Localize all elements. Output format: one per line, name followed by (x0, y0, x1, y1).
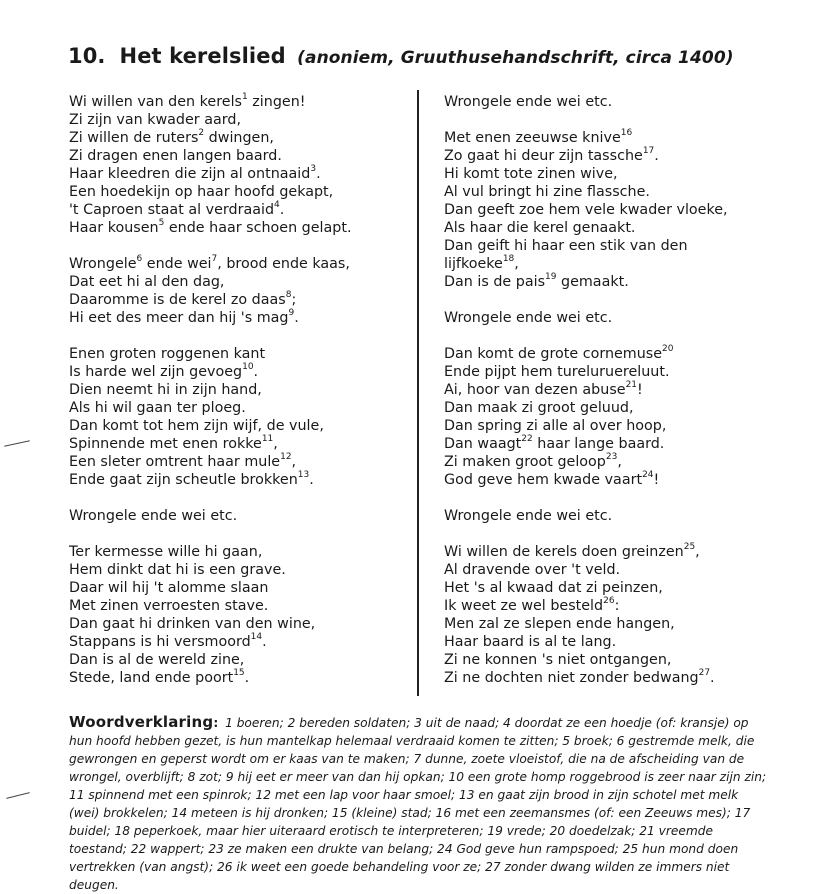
footnote-ref: 3 (310, 164, 317, 175)
verse-text: Al vul bringt hi zine flassche. (444, 184, 650, 200)
verse-text-tail: , (514, 256, 519, 272)
verse-text: Als hi wil gaan ter ploeg. (69, 400, 246, 416)
verse-line (69, 435, 404, 453)
stanza-break (69, 327, 404, 345)
title-subtitle: (anoniem, Gruuthusehandschrift, circa 1400) (297, 48, 734, 68)
verse-text: Een hoedekijn op haar hoofd gekapt, (69, 184, 334, 200)
verse-line (69, 147, 404, 165)
verse-text: Dan gaat hi drinken van den wine, (69, 616, 316, 632)
verse-line (444, 129, 784, 147)
verse-line (69, 255, 404, 273)
verse-text: Zi ne dochten niet zonder bedwang (444, 670, 699, 686)
verse-line (444, 471, 784, 489)
verse-text: Zi willen de ruters (69, 130, 199, 146)
verse-text-tail: . (710, 670, 715, 686)
verse-text-tail: . (309, 472, 314, 488)
verse-line (69, 309, 404, 327)
verse-line (69, 633, 404, 651)
footnote-ref: 21 (625, 380, 638, 391)
footnote-ref: 24 (642, 470, 654, 481)
verse-line (444, 219, 784, 237)
verse-text: Dan komt tot hem zijn wijf, de vule, (69, 418, 324, 434)
verse-line (444, 363, 784, 381)
verse-text: Hi eet des meer dan hij 's mag (69, 310, 289, 326)
footnote-ref: 23 (605, 452, 618, 463)
verse-text-tail: . (244, 670, 250, 686)
verse-line (69, 615, 404, 633)
verse-line (444, 543, 784, 561)
margin-scan-mark (4, 440, 30, 446)
verse-line (69, 165, 404, 183)
verse-text: Is harde wel zijn gevoeg (69, 364, 243, 380)
verse-line (444, 435, 784, 453)
verse-text-tail: , (617, 454, 622, 470)
verse-text: Dan geeft zoe hem vele kwader vloeke, (444, 202, 728, 218)
document-title (68, 44, 734, 68)
verse-text-tail: , (291, 454, 297, 470)
verse-text: Dan is de pais (444, 274, 546, 290)
verse-text: Zi ne konnen 's niet ontgangen, (444, 652, 672, 668)
footnote-ref: 1 (242, 92, 248, 103)
footnote-ref: 9 (288, 308, 295, 319)
verse-line (69, 93, 404, 111)
verse-text: Spinnende met enen rokke (69, 436, 262, 452)
footnote-ref: 15 (233, 668, 245, 679)
poem-right-column (444, 93, 784, 687)
verse-text: Enen groten roggenen kant (69, 346, 266, 362)
verse-text: Ende gaat zijn scheutle brokken (69, 472, 298, 488)
verse-text: Haar kousen (69, 220, 159, 236)
verse-line (69, 291, 404, 309)
verse-text-tail: zingen! (247, 94, 306, 110)
footnote-ref: 20 (662, 344, 674, 355)
verse-line (69, 183, 404, 201)
footnote-ref: 22 (521, 434, 533, 445)
verse-line (69, 597, 404, 615)
verse-text: God geve hem kwade vaart (444, 472, 643, 488)
verse-line (444, 345, 784, 363)
verse-line (69, 201, 404, 219)
verse-line (69, 381, 404, 399)
footnote-ref: 19 (545, 272, 557, 283)
footnote-ref: 14 (250, 632, 263, 643)
verse-text: 't Caproen staat al verdraaid (69, 202, 275, 218)
verse-text-tail: , (695, 544, 700, 560)
verse-text: Ter kermesse wille hi gaan, (69, 544, 263, 560)
verse-text-tail: dwingen, (204, 130, 274, 146)
footnote-ref: 13 (297, 470, 310, 481)
verse-line (444, 579, 784, 597)
glossary-text: 1 boeren; 2 bereden soldaten; 3 uit de naad; 4 doordat ze een hoedje (of: kransje) op hun hoofd hebben gezet, is hun mantelkap helemaal verdraaid komen te zitten; 5 broek; 6 gestremde melk, die gewrongen en geperst wordt om er kaas van te maken; 7 dunne, zoete vloeistof, die na de afscheiding van de wrongel, overblijft; 8 zot; 9 hij eet er meer van dan hij opkan; 10 een grote homp roggebrood is zeer naar zijn zin; 11 spinnend met een spinrok; 12 met een lap voor haar smoel; 13 en gaat zijn brood in zijn schotel met melk (wei) brokkelen; 14 meteen is hij dronken; 15 (kleine) stad; 16 met een zeemansmes (of: een Zeeuws mes); 17 buidel; 18 peperkoek, maar hier uiteraard erotisch te interpreteren; 19 vrede; 20 doedelzak; 21 vreemde toestand; 22 wappert; 23 ze maken een drukte van belang; 24 God geve hun rampspoed; 25 hun mond doen vertrekken (van angst); 26 ik weet een goede behandeling voor ze; 27 zonder dwang wilden ze immers niet deugen. (69, 716, 767, 892)
footnote-ref: 7 (211, 254, 218, 265)
verse-line (69, 543, 404, 561)
verse-text: Wrongele ende wei etc. (444, 310, 613, 326)
verse-line (69, 363, 404, 381)
title-number: 10. (68, 44, 106, 68)
verse-text-tail: . (253, 364, 259, 380)
verse-text: Daaromme is de kerel zo daas (69, 292, 286, 308)
verse-text: Zi maken groot geloop (444, 454, 606, 470)
verse-text: Met zinen verroesten stave. (69, 598, 269, 614)
verse-text: Wrongele ende wei etc. (444, 94, 613, 110)
verse-text-tail: . (654, 148, 659, 164)
verse-line (444, 93, 784, 111)
verse-text-tail: ende haar schoen gelapt. (164, 220, 352, 236)
verse-line (444, 201, 784, 219)
footnote-ref: 6 (136, 254, 143, 265)
verse-line (69, 273, 404, 291)
verse-text: Ende pijpt hem tureluruereluut. (444, 364, 670, 380)
verse-text: Het 's al kwaad dat zi peinzen, (444, 580, 663, 596)
glossary-heading: Woordverklaring (69, 713, 214, 731)
verse-text: Ik weet ze wel besteld (444, 598, 604, 614)
verse-text: Zi dragen enen langen baard. (69, 148, 282, 164)
verse-text-tail: . (294, 310, 299, 326)
verse-line (444, 147, 784, 165)
footnote-ref: 16 (620, 128, 633, 139)
verse-line (444, 417, 784, 435)
footnote-ref: 26 (603, 596, 615, 607)
verse-text: Dan waagt (444, 436, 522, 452)
footnote-ref: 27 (698, 668, 711, 679)
verse-text: Stappans is hi versmoord (69, 634, 251, 650)
verse-text: Men zal ze slepen ende hangen, (444, 616, 675, 632)
verse-line (444, 453, 784, 471)
verse-line (69, 219, 404, 237)
verse-text-tail: . (316, 166, 321, 182)
verse-text: Dan maak zi groot geluud, (444, 400, 634, 416)
footnote-ref: 12 (280, 452, 292, 463)
verse-line (444, 273, 784, 291)
verse-line (444, 309, 784, 327)
verse-line (444, 237, 784, 255)
verse-text: Daar wil hij 't alomme slaan (69, 580, 269, 596)
glossary-colon: : (213, 716, 219, 730)
footnote-ref: 17 (642, 146, 655, 157)
verse-text-tail: : (614, 598, 620, 614)
stanza-break (444, 327, 784, 345)
verse-text: Dan spring zi alle al over hoop, (444, 418, 667, 434)
verse-line (69, 129, 404, 147)
verse-text: Dan is al de wereld zine, (69, 652, 245, 668)
verse-text-tail: . (279, 202, 285, 218)
verse-line (69, 399, 404, 417)
stanza-break (444, 111, 784, 129)
verse-line (69, 417, 404, 435)
verse-line (69, 561, 404, 579)
title-main: Het kerelslied (119, 44, 286, 68)
verse-line (69, 345, 404, 363)
footnote-ref: 8 (285, 290, 292, 301)
footnote-ref: 18 (502, 254, 515, 265)
verse-text-tail: ; (291, 292, 297, 308)
verse-text: Haar baard is al te lang. (444, 634, 617, 650)
stanza-break (69, 237, 404, 255)
verse-line (444, 597, 784, 615)
poem-left-column (69, 93, 404, 687)
verse-line (69, 471, 404, 489)
verse-text: Dat eet hi al den dag, (69, 274, 225, 290)
verse-text: Haar kleedren die zijn al ontnaaid (69, 166, 311, 182)
verse-line (69, 507, 404, 525)
verse-text-tail: ! (653, 472, 660, 488)
verse-line (69, 651, 404, 669)
verse-text: Dan geift hi haar een stik van den (444, 238, 688, 254)
verse-text-tail: ! (637, 382, 643, 398)
verse-text: Al dravende over 't veld. (444, 562, 621, 578)
verse-line (444, 165, 784, 183)
verse-text: Zo gaat hi deur zijn tassche (444, 148, 643, 164)
verse-text: Wrongele ende wei etc. (69, 508, 238, 524)
verse-text-tail: , (273, 436, 278, 452)
verse-line (444, 255, 784, 273)
verse-line (69, 453, 404, 471)
verse-text-tail: . (262, 634, 267, 650)
verse-text: Dien neemt hi in zijn hand, (69, 382, 262, 398)
verse-line (69, 579, 404, 597)
verse-text: Een sleter omtrent haar mule (69, 454, 281, 470)
verse-text-tail: haar lange baard. (532, 436, 665, 452)
verse-line (69, 111, 404, 129)
footnote-ref: 25 (683, 542, 696, 553)
footnote-ref: 2 (198, 128, 205, 139)
verse-line (444, 669, 784, 687)
footnote-ref: 4 (274, 200, 280, 211)
verse-text: Stede, land ende poort (69, 670, 234, 686)
stanza-break (444, 489, 784, 507)
verse-line (444, 633, 784, 651)
verse-line (69, 669, 404, 687)
verse-text-tail: , brood ende kaas, (217, 256, 350, 272)
verse-text: Hem dinkt dat hi is een grave. (69, 562, 286, 578)
verse-line (444, 507, 784, 525)
verse-text: Dan komt de grote cornemuse (444, 346, 663, 362)
verse-text: Wrongele (69, 256, 137, 272)
verse-text-tail: gemaakt. (556, 274, 629, 290)
stanza-break (69, 489, 404, 507)
verse-text: Hi komt tote zinen wive, (444, 166, 618, 182)
stanza-break (444, 525, 784, 543)
footnote-ref: 11 (261, 434, 274, 445)
verse-text: Zi zijn van kwader aard, (69, 112, 241, 128)
verse-line (444, 381, 784, 399)
verse-text: Wrongele ende wei etc. (444, 508, 613, 524)
verse-text-tail: ende wei (142, 256, 212, 272)
verse-line (444, 651, 784, 669)
footnote-ref: 5 (158, 218, 165, 229)
footnote-ref: 10 (242, 362, 254, 373)
verse-line (444, 615, 784, 633)
verse-line (444, 399, 784, 417)
verse-text: Met enen zeeuwse knive (444, 130, 621, 146)
glossary (69, 713, 769, 894)
column-divider (417, 90, 419, 696)
verse-line (444, 561, 784, 579)
verse-text: Wi willen de kerels doen greinzen (444, 544, 684, 560)
verse-line (444, 183, 784, 201)
verse-text: Ai, hoor van dezen abuse (444, 382, 626, 398)
stanza-break (444, 291, 784, 309)
verse-text: Als haar die kerel genaakt. (444, 220, 636, 236)
verse-text: Wi willen van den kerels (69, 94, 243, 110)
verse-text: lijfkoeke (444, 256, 503, 272)
stanza-break (69, 525, 404, 543)
margin-scan-mark (6, 792, 30, 799)
